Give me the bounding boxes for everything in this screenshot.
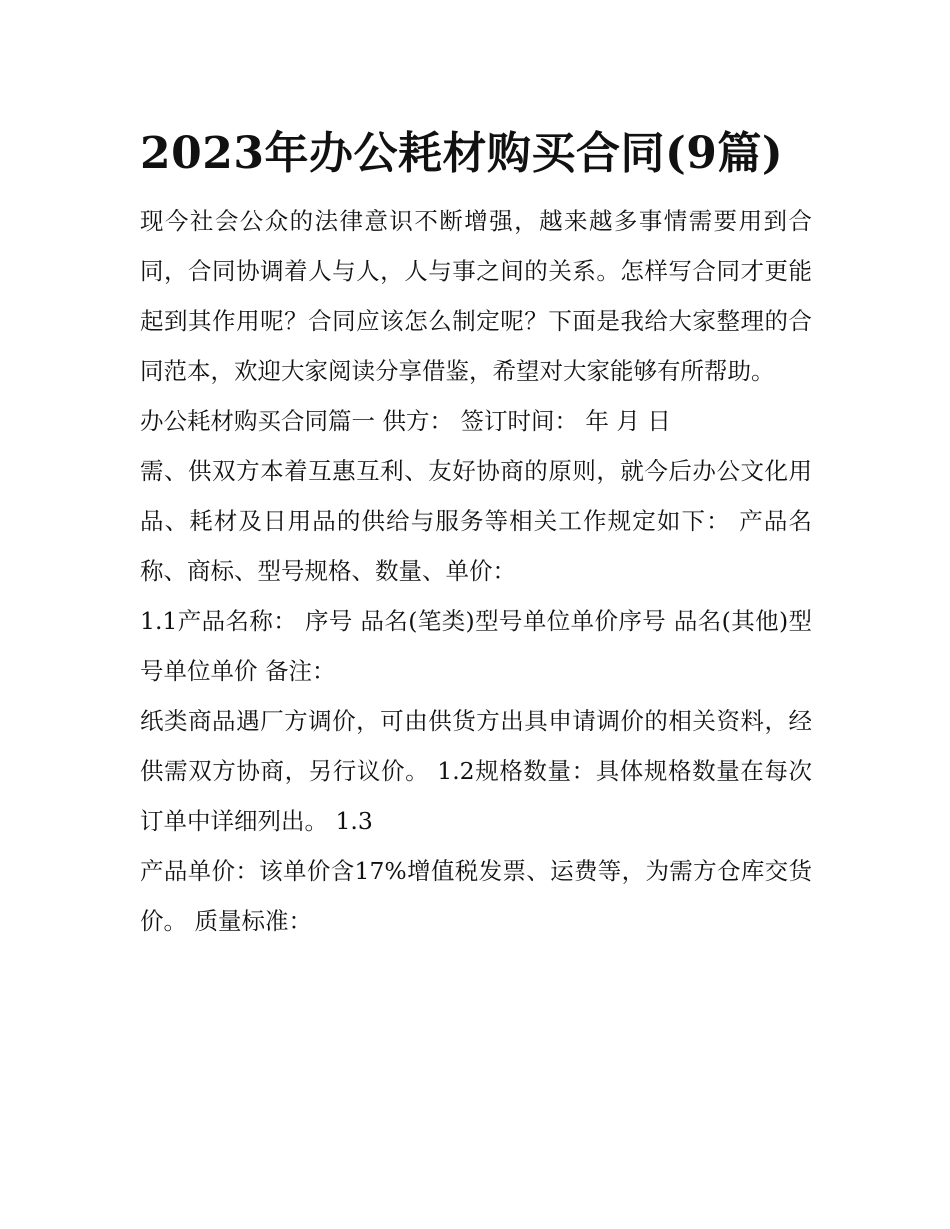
unit-price-paragraph: 产品单价：该单价含17%增值税发票、运费等，为需方仓库交货价。 质量标准： <box>140 857 812 935</box>
product-name-paragraph: 1.1产品名称： 序号 品名(笔类)型号单位单价序号 品名(其他)型号单位单价 备注： <box>140 607 812 685</box>
document-title: 2023年办公耗材购买合同(9篇) <box>140 128 784 179</box>
terms-paragraph: 需、供双方本着互惠互利、友好协商的原则，就今后办公文化用品、耗材及日用品的供给与服务等相关工作规定如下： 产品名称、商标、型号规格、数量、单价： <box>140 457 812 585</box>
contract-header-line: 办公耗材购买合同篇一 供方： 签订时间： 年 月 日 <box>140 407 671 435</box>
price-adjustment-paragraph: 纸类商品遇厂方调价，可由供货方出具申请调价的相关资料，经供需双方协商，另行议价。 1.2规格数量：具体规格数量在每次订单中详细列出。 1.3 <box>140 707 812 835</box>
document-page <box>140 118 812 946</box>
intro-paragraph: 现今社会公众的法律意识不断增强，越来越多事情需要用到合同，合同协调着人与人，人与事之间的关系。怎样写合同才更能起到其作用呢？合同应该怎么制定呢？下面是我给大家整理的合同范本，欢迎大家阅读分享借鉴，希望对大家能够有所帮助。 <box>140 207 812 385</box>
